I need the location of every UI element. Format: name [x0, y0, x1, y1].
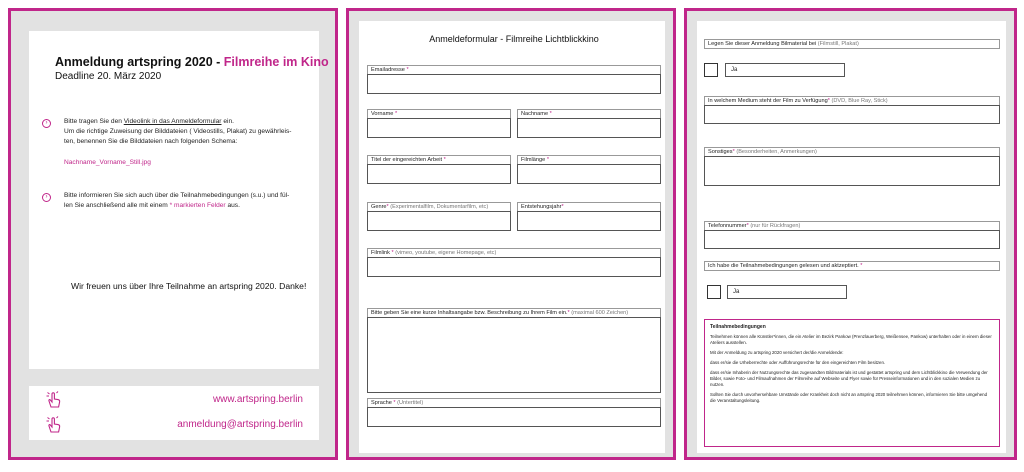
filmlink-field[interactable]: [367, 257, 661, 277]
videolink-link[interactable]: Videolink in das Anmeldeformular: [123, 118, 222, 125]
terms-box: [704, 319, 1000, 447]
bildmaterial-label: Legen Sie dieser Anmeldung Bilmaterial bei (Filmstill, Plakat): [704, 39, 1000, 49]
filmlaenge-label: Filmlänge *: [517, 155, 661, 164]
email-label: Emailadresse *: [367, 65, 661, 74]
telefon-label: Telefonnummer* (nur für Rückfragen): [704, 221, 1000, 230]
sprache-field[interactable]: [367, 407, 661, 427]
terms-paragraph: Mit der Anmeldung zu artspring 2020 versichert der/die Anmeldende:: [710, 350, 844, 355]
bildmaterial-ja: Ja: [725, 63, 845, 77]
titel-field[interactable]: [367, 164, 511, 184]
vorname-field[interactable]: [367, 118, 511, 138]
website-link[interactable]: www.artspring.berlin: [212, 394, 303, 405]
jahr-label: Entstehungsjahr*: [517, 202, 661, 211]
chevron-right-icon: ›: [42, 193, 51, 202]
sprache-label: Sprache * (Untertitel): [367, 398, 661, 407]
terms-paragraph: dass er/sie die Urheberrechte oder Aufführungsrechte für den eingereichten Film besitzen.: [710, 360, 886, 365]
email-field[interactable]: [367, 74, 661, 94]
nachname-field[interactable]: [517, 118, 661, 138]
bildmaterial-checkbox[interactable]: [704, 63, 718, 77]
instruction-1: Bitte tragen Sie den Videolink in das Anmeldeformular ein. Um die richtige Zuweisung der Bilddateien ( Videostills, Plakat) zu gewährleis- ten, benennen Sie die Bilddateien nach folgenden Schema:: [64, 118, 292, 145]
form-panel-2: [684, 8, 1017, 460]
form-panel-1: [346, 8, 676, 460]
medium-label: In welchem Medium steht der Film zu Verfügung* (DVD, Blue Ray, Stick): [704, 96, 1000, 105]
vorname-label: Vorname *: [367, 109, 511, 118]
medium-field[interactable]: [704, 105, 1000, 124]
terms-paragraph: Teilnehmen können alle Künstler*innen, die ein Atelier im Bezirk Pankow (Prenzlauerberg, Weißensee, Pankow) unterhalten oder in einem dieser Ateliers ausstellen.: [710, 334, 992, 345]
inhalt-textarea[interactable]: [367, 317, 661, 393]
thanks-text: Wir freuen uns über Ihre Teilnahme an artspring 2020. Danke!: [71, 281, 307, 291]
info-sheet: [29, 31, 329, 369]
deadline: Deadline 20. März 2020: [55, 71, 162, 82]
inhalt-label: Bitte geben Sie eine kurze Inhaltsangabe bzw. Beschreibung zu Ihrem Film ein.* (maximal 600 Zeichen): [367, 308, 661, 317]
sonstiges-field[interactable]: [704, 156, 1000, 186]
titel-label: Titel der eingereichten Arbeit *: [367, 155, 511, 164]
genre-field[interactable]: [367, 211, 511, 231]
agb-label: Ich habe die Teilnahmebedingungen gelesen und aktzeptiert. *: [704, 261, 1000, 271]
chevron-right-icon: ›: [42, 119, 51, 128]
form-title: Anmeldeformular - Filmreihe Lichtblickkino: [367, 31, 661, 47]
agb-checkbox[interactable]: [707, 285, 721, 299]
jahr-field[interactable]: [517, 211, 661, 231]
filename-schema: Nachname_Vorname_Still.jpg: [64, 159, 151, 166]
telefon-field[interactable]: [704, 230, 1000, 249]
instruction-2: Bitte informieren Sie sich auch über die Teilnahmebedingungen (s.u.) und fül- len Sie anschließend alle mit einem * markierten Felder aus.: [64, 192, 290, 209]
terms-paragraph: Sollten Sie durch unvorhersehbare Umstände oder Krankheit doch nicht an artspring 2020 teilnehmen können, informieren Sie bitte umgehend die Veranstaltungsleitung.: [710, 392, 988, 403]
terms-heading: Teilnahmebedingungen: [710, 324, 766, 330]
sonstiges-label: Sonstiges* (Besonderheiten, Anmerkungen): [704, 147, 1000, 156]
agb-ja: Ja: [727, 285, 847, 299]
genre-label: Genre* (Experimentalfilm, Dokumentarfilm, etc): [367, 202, 511, 211]
filmlink-label: Filmlink * (vimeo, youtube, eigene Homepage, etc): [367, 248, 661, 257]
hand-pointer-icon: [45, 391, 65, 409]
info-panel: [8, 8, 338, 460]
contact-sheet: [29, 386, 319, 440]
nachname-label: Nachname *: [517, 109, 661, 118]
filmlaenge-field[interactable]: [517, 164, 661, 184]
terms-paragraph: dass er/sie Inhaberin der Nutzungsrechte das zugesandten Bildmaterials ist und gestattet artspring und dem Lichtblickkino die Verwendung der Bilder, sowie Foto- und Filmaufnahmen der Filmreihe auf Webseite und Flyer sowie für Presseinformationen und in den sozialen Medien zu nutzen.: [710, 370, 988, 387]
page-title: Anmeldung artspring 2020 - Filmreihe im Kino: [55, 55, 329, 69]
hand-pointer-icon: [45, 416, 65, 434]
email-link[interactable]: anmeldung@artspring.berlin: [177, 419, 303, 430]
